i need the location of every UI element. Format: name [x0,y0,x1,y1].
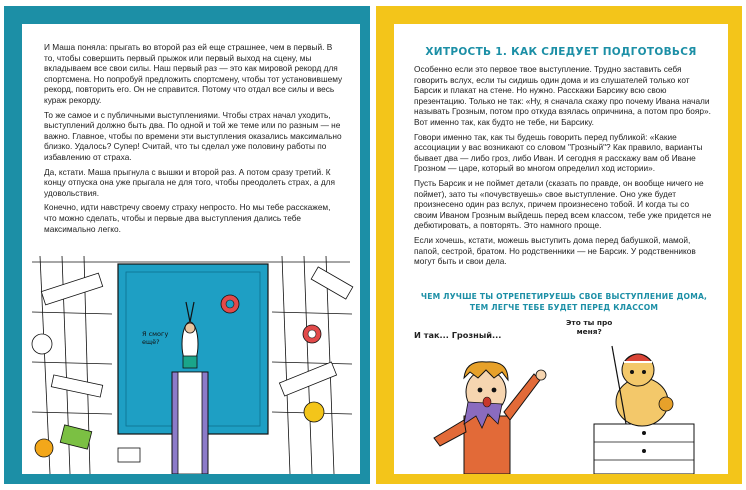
right-paragraph-4: Если хочешь, кстати, можешь выступить дома перед бабушкой, мамой, папой, сестрой, братом. Но родственники — не Барсик. У родственников могут быть и свои дела. [414,234,696,267]
boy-figure [434,362,546,474]
highlight-line-1: ЧЕМ ЛУЧШЕ ТЫ ОТРЕПЕТИРУЕШЬ СВОЕ ВЫСТУПЛЕНИЕ ДОМА, [420,292,708,301]
girl-caption: Я смогу ещё? [142,330,169,346]
highlight-quote [414,292,714,313]
cat-speech-line-1: Это ты про [566,318,613,327]
right-paragraph-1: Особенно если это первое твое выступление. Трудно заставить себя говорить вслух, если ты сидишь один дома и из слушателей только кот Барсик и плакат на стене. Но нужно. Расскажи Барсику всю свою презентацию. Только не так: «Ну, я сначала скажу про почему Ивана начали называть Грозным, потом про откуда взялась опричнина, а потом про бояр». Вот именно так, как будто не тебе, ни Барсику. [414,64,711,127]
cat-speech-line-2: меня? [576,327,602,336]
section-title: ХИТРОСТЬ 1. КАК СЛЕДУЕТ ПОДГОТОВЬСЯ [425,46,697,58]
cat-speech [566,318,612,336]
left-paragraph-1: И Маша поняла: прыгать во второй раз ей еще страшнее, чем в первый. В то, чтобы совершить первый прыжок или первый выход на сцену, мы вкладываем все свои силы. Наш первый раз — это как мировой рекорд для спортсмена. Но попробуй предложить спортсмену, чтобы тот установившему рекорд, повторить его. Он не справится. Потому что отдал все силы и весь кураж рекорду. [44,42,343,105]
left-paragraph-3: Да, кстати. Маша прыгнула с вышки и второй раз. А потом сразу третий. К концу отпуска она уже прыгала не для того, чтобы преодолеть страх, а для удовольствия. [44,166,336,198]
right-page [394,24,728,474]
right-paragraph-2: Говори именно так, как ты будешь говорить перед публикой: «Какие ассоциации у вас возникают со словом "Грозный"? Как правило, варианты бывает два — либо гроз, либо Иван. И сегодня я расскажу вам об Иване Грозном — царе, который во многом определил ход истории». [414,131,703,174]
right-paragraph-3: Пусть Барсик и не поймет детали (сказать по правде, он вообще ничего не поймет), зато ты «почувствуешь» свое выступление. Оно уже будет произнесено один раз вслух, причем произнесено тобой. И когда ты со своим Иваном Грозным выйдешь перед всем классом, тебе уже придется не дебютировать, а повторять. Это намного проще. [414,177,712,231]
left-page-text [44,42,344,238]
right-page-text [414,64,714,271]
cat-figure [612,346,673,426]
left-page [22,24,360,474]
boy-speech: И так... Грозный... [414,330,502,340]
boy-and-cat-illustration [394,320,728,474]
right-page-frame [376,6,742,484]
left-paragraph-2: То же самое и с публичными выступлениями. Чтобы страх начал уходить, выступлений должно быть два. По одной и той же теме или по разным — не важно. Главное, чтобы по времени эти выступления оказались максимально близко. Удалось? Супер! Считай, что ты сделал уже половину работы по избавлению от страха. [44,109,342,162]
pool-illustration [22,252,360,474]
left-paragraph-4: Конечно, идти навстречу своему страху непросто. Но мы тебе расскажем, что можно сделать, чтобы и первые два выступления дались тебе максимально легко. [44,202,331,234]
highlight-line-2: ТЕМ ЛЕГЧЕ ТЕБЕ БУДЕТ ПЕРЕД КЛАССОМ [469,302,659,312]
left-page-frame [4,6,370,484]
